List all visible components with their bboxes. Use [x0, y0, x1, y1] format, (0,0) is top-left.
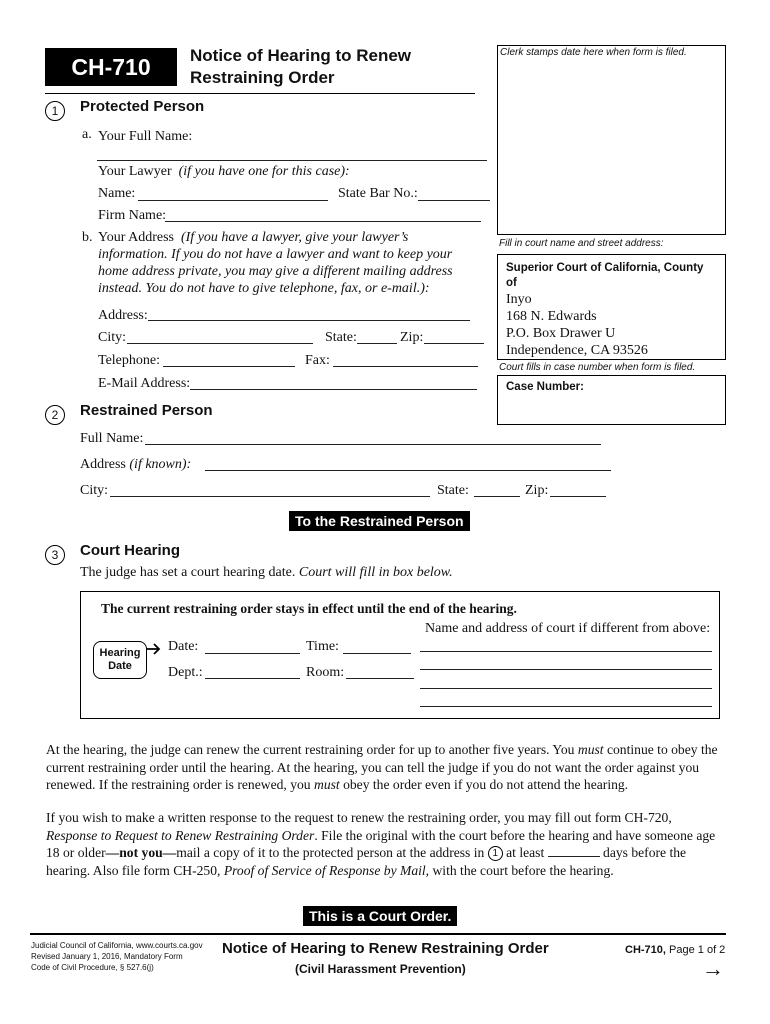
court-label: Superior Court of California, County of	[506, 262, 704, 289]
footer-left	[31, 940, 203, 973]
state-field[interactable]	[357, 343, 397, 344]
restrained-address-label	[80, 456, 191, 473]
date-label: Date:	[168, 639, 199, 654]
section-1-title: Protected Person	[80, 98, 205, 115]
address-note-2: information. If you do not have a lawyer and want to keep your	[98, 247, 453, 262]
footer-title: Notice of Hearing to Renew Restraining Order	[222, 940, 549, 957]
court-county: Inyo	[506, 292, 532, 307]
response-text-5: days before the hearing. Also file form CH-250,	[46, 845, 687, 878]
case-number-label: Case Number:	[506, 381, 584, 393]
footer-page-info	[625, 944, 725, 956]
response-form-name: Response to Request to Renew Restraining Order	[46, 827, 315, 843]
footer-subtitle: (Civil Harassment Prevention)	[295, 962, 466, 976]
restrained-zip-label: Zip:	[525, 483, 549, 498]
footer-rule	[30, 933, 726, 935]
other-court-label: Name and address of court if different from above:	[425, 621, 711, 636]
footer-revised: Revised January 1, 2016, Mandatory Form	[31, 952, 183, 961]
other-court-line-2[interactable]	[420, 669, 712, 670]
hearing-intro	[80, 564, 453, 581]
court-street: 168 N. Edwards	[506, 309, 597, 324]
other-court-line-1[interactable]	[420, 651, 712, 652]
renewal-paragraph	[46, 741, 726, 794]
other-court-line-3[interactable]	[420, 688, 712, 689]
case-number-box[interactable]	[497, 375, 726, 425]
form-title-line1: Notice of Hearing to Renew	[190, 46, 412, 65]
section-2-title: Restrained Person	[80, 402, 213, 419]
footer-council: Judicial Council of California, www.courts.ca.gov	[31, 941, 203, 950]
restrained-address-note: (if known):	[129, 457, 192, 472]
restrained-state-label: State:	[437, 483, 469, 498]
form-id: CH-710	[45, 48, 177, 86]
email-label: E-Mail Address:	[98, 376, 191, 391]
response-text-6: with the court before the hearing.	[429, 862, 614, 878]
clerk-stamp-note: Clerk stamps date here when form is filed.	[500, 47, 687, 58]
full-name-field[interactable]	[97, 160, 487, 161]
hearing-box-heading: The current restraining order stays in effect until the end of the hearing.	[101, 601, 517, 616]
lawyer-name-field[interactable]	[138, 200, 328, 201]
hearing-tag-line2: Date	[108, 660, 132, 672]
days-field[interactable]	[548, 845, 600, 857]
clerk-stamp-box[interactable]	[497, 45, 726, 235]
case-number-note: Court fills in case number when form is filed.	[499, 362, 696, 373]
city-field[interactable]	[127, 343, 313, 344]
fax-label: Fax:	[305, 353, 330, 368]
firm-name-field[interactable]	[165, 221, 481, 222]
lawyer-name-label: Name:	[98, 186, 136, 201]
section-3-number: 3	[45, 545, 65, 565]
address-note-4: instead. You do not have to give telephone, fax, or e-mail.):	[98, 281, 430, 296]
address-note-1: (If you have a lawyer, give your lawyer’s	[180, 230, 409, 245]
proof-form-name: Proof of Service of Response by Mail,	[223, 862, 430, 878]
footer-code: Code of Civil Procedure, § 527.6(j)	[31, 963, 154, 972]
hearing-tag-line1: Hearing	[99, 647, 141, 659]
renewal-text-2: continue to obey the current restraining order until the hearing. At the hearing, you can tell the judge if you do not want the order against you renewed. If the restraining order is renewed, you	[46, 742, 718, 792]
hearing-date-tag	[93, 641, 147, 679]
form-title	[190, 45, 411, 89]
restrained-city-field[interactable]	[110, 496, 430, 497]
footer-page-number: Page 1 of 2	[669, 944, 726, 956]
response-paragraph	[46, 809, 726, 879]
state-label: State:	[325, 330, 357, 345]
lawyer-note: (if you have one for this case):	[178, 164, 350, 179]
footer-form-code: CH-710,	[625, 944, 666, 956]
date-field[interactable]	[205, 653, 300, 654]
city-label: City:	[98, 330, 127, 345]
state-bar-label: State Bar No.:	[338, 186, 418, 201]
time-field[interactable]	[343, 653, 411, 654]
response-text-4: at least	[502, 845, 548, 860]
hearing-intro-text: The judge has set a court hearing date.	[80, 565, 296, 580]
room-label: Room:	[306, 665, 345, 680]
court-po-box: P.O. Box Drawer U	[506, 326, 616, 341]
renewal-must-1: must	[577, 742, 604, 757]
response-text-2: . File the original with the court before the hearing and have someone age 18 or older	[46, 827, 716, 860]
zip-label: Zip:	[400, 330, 424, 345]
next-page-arrow-icon[interactable]: →	[702, 956, 724, 981]
address-label: Your Address	[98, 230, 174, 245]
telephone-label: Telephone:	[98, 353, 160, 368]
form-title-line2: Restraining Order	[190, 68, 335, 87]
address-note-3: home address private, you may give a different mailing address	[98, 264, 453, 279]
court-city: Independence, CA 93526	[506, 343, 648, 358]
room-field[interactable]	[346, 678, 414, 679]
court-address-box[interactable]	[497, 254, 726, 360]
section-2-number: 2	[45, 405, 65, 425]
section-ref-circle: 1	[488, 846, 503, 861]
restrained-address-text: Address	[80, 457, 126, 472]
address-label-field: Address:	[98, 308, 148, 323]
renewal-must-2: must	[314, 777, 340, 792]
zip-field[interactable]	[424, 343, 484, 344]
address-field[interactable]	[148, 320, 470, 321]
section-1-number: 1	[45, 101, 65, 121]
restrained-zip-field[interactable]	[550, 496, 606, 497]
time-label: Time:	[306, 639, 339, 654]
fax-field[interactable]	[333, 366, 478, 367]
lawyer-label	[98, 163, 350, 180]
restrained-state-field[interactable]	[474, 496, 520, 497]
restrained-city-label: City:	[80, 483, 109, 498]
restrained-address-field[interactable]	[205, 470, 611, 471]
dept-field[interactable]	[205, 678, 300, 679]
title-rule	[45, 93, 475, 94]
renewal-text-3: obey the order even if you do not attend the hearing.	[339, 777, 629, 792]
lawyer-label-text: Your Lawyer	[98, 164, 172, 179]
hearing-intro-note: Court will fill in box below.	[298, 565, 453, 580]
response-text-3: mail a copy of it to the protected person at the address in	[176, 845, 488, 860]
item-b-marker: b.	[82, 230, 93, 245]
response-text-1: If you wish to make a written response to the request to renew the restraining order, you may fill out form CH-720,	[46, 810, 672, 825]
dept-label: Dept.:	[168, 665, 203, 680]
firm-name-label: Firm Name:	[98, 208, 167, 223]
restrained-full-name-field[interactable]	[145, 444, 601, 445]
court-order-label: This is a Court Order.	[303, 906, 457, 926]
full-name-label: Your Full Name:	[98, 129, 193, 144]
restrained-full-name-label: Full Name:	[80, 431, 144, 446]
state-bar-field[interactable]	[418, 200, 490, 201]
response-not-you: —not you—	[105, 845, 177, 860]
address-instructions	[98, 229, 408, 246]
renewal-text-1: At the hearing, the judge can renew the current restraining order for up to another five years. You	[46, 742, 578, 757]
section-3-title: Court Hearing	[80, 542, 181, 559]
arrow-right-icon	[145, 640, 163, 658]
to-restrained-person-heading: To the Restrained Person	[289, 511, 470, 531]
telephone-field[interactable]	[163, 366, 295, 367]
email-field[interactable]	[190, 389, 477, 390]
court-name-note: Fill in court name and street address:	[499, 238, 664, 249]
item-a-marker: a.	[82, 127, 92, 142]
other-court-line-4[interactable]	[420, 706, 712, 707]
